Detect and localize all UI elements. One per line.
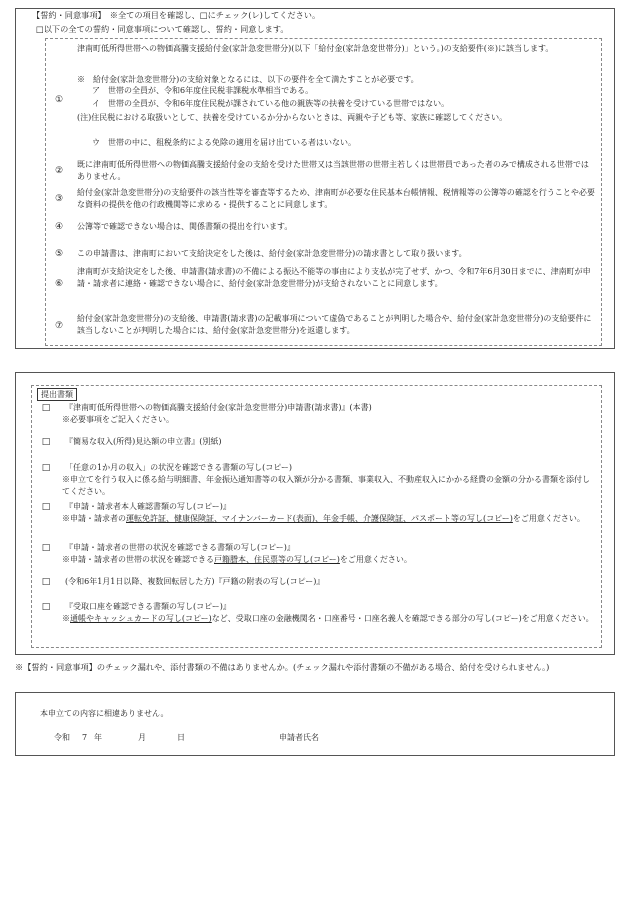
consent-item [46,266,601,304]
declaration-text: 本申立ての内容に相違ありません。 [40,709,169,718]
consent-item [46,313,601,339]
era-label: 令和 [54,733,70,742]
year-value: 7 [82,733,88,742]
consent-item [46,43,601,158]
note-underlined: 運転免許証、健康保険証、マイナンバーカード(表面)、年金手帳、介護保険証、パスポート等の写し(コピー) [126,514,513,523]
item-text: 津南町低所得世帯への物価高騰支援給付金(家計急変世帯分)(以下「給付金(家計急変世帯分)」という。)の支給要件(※)に該当します。 [77,44,554,53]
item-text: 津南町が支給決定をした後、申請書(請求書)の不備による振込不能等の事由により支払が完了せず、かつ、令和7年6月30日までに、津南町が申請・請求者に連絡・確認できない場合に、給付金(家計急変世帯分)が支給されないことに同意します。 [77,267,591,288]
item-sub: ウ 世帯の中に、租税条約による免除の適用を届け出ている者はいない。 [92,138,356,147]
applicant-name-label: 申請者氏名 [279,733,319,742]
declaration-section [15,692,615,756]
checkbox[interactable]: □ [41,437,51,447]
documents-section [15,372,615,655]
item-note: ※ 給付金(家計急変世帯分)の支給対象となるには、以下の要件を全て満たすことが必要です。 [77,75,419,84]
checkbox[interactable]: □ [41,463,51,473]
item-number: ⑦ [54,321,64,331]
item-sub: イ 世帯の全員が、令和6年度住民税が課されている他の親族等の扶養を受けている世帯ではない。 [92,99,450,108]
note-suffix: をご用意ください。 [512,514,585,523]
item-number: ① [54,95,64,105]
documents-box [31,385,602,648]
note-suffix: など、受取口座の金融機関名・口座番号・口座名義人を確認できる部分の写し(コピー)をご用意ください。 [211,614,594,623]
item-text: 公簿等で確認できない場合は、関係書類の提出を行います。 [77,222,293,231]
item-number: ③ [54,194,64,204]
consent-item [46,248,601,262]
checkbox[interactable]: □ [41,403,51,413]
document-note [62,554,595,566]
note-underlined: 通帳やキャッシュカードの写し(コピー) [70,614,212,623]
item-sub: ア 世帯の全員が、令和6年度住民税非課税水準相当である。 [92,86,314,95]
note-prefix: ※ [62,614,70,623]
item-text: この申請書は、津南町において支給決定をした後は、給付金(家計急変世帯分)の請求書として取り扱います。 [77,249,467,258]
consent-header: 【誓約・同意事項】 ※全ての項目を確認し、□にチェック(レ)してください。 [32,10,321,20]
item-number: ⑥ [54,279,64,289]
notice-text: ※【誓約・同意事項】のチェック漏れや、添付書類の不備はありませんか。(チェック漏れや添付書類の不備がある場合、給付を受けられません。) [15,662,550,672]
year-unit: 年 [94,733,102,742]
note-suffix: をご用意ください。 [339,555,412,564]
month-field[interactable]: 月 [138,733,146,742]
consent-section [15,8,615,349]
document-note [62,613,595,625]
item-number: ⑤ [54,249,64,259]
consent-item [46,159,601,184]
consent-check-all[interactable]: □以下の全ての誓約・同意事項について確認し、誓約・同意します。 [36,24,289,34]
note-prefix: ※申請・請求者の [62,514,126,523]
consent-item [46,187,601,212]
note-prefix: ※申請・請求者の世帯の状況を確認できる [62,555,214,564]
consent-items-box [45,38,602,346]
checkbox[interactable]: □ [41,502,51,512]
item-sub: (注)住民税における取扱いとして、扶養を受けているか分からないときは、両親や子ども等、家族に確認してください。 [77,113,508,122]
note-underlined: 戸籍謄本、住民票等の写し(コピー) [214,555,340,564]
item-text: 既に津南町低所得世帯への物価高騰支援給付金の支給を受けた世帯又は当該世帯の世帯主若しくは世帯員であった者のみで構成される世帯ではありません。 [77,160,589,181]
document-title: 『申請・請求者の世帯の状況を確認できる書類の写し(コピー)』 [65,543,295,552]
document-title: 「任意の1か月の収入」の状況を確認できる書類の写し(コピー) [65,463,293,472]
document-title: 『簡易な収入(所得)見込額の申立書』(別紙) [65,437,222,446]
item-text: 給付金(家計急変世帯分)の支給要件の該当性等を審査等するため、津南町が必要な住民基本台帳情報、税情報等の公簿等の確認を行うことや必要な資料の提供を他の行政機関等に求める・提供することに同意します。 [77,188,595,209]
document-note: ※必要事項をご記入ください。 [62,415,174,424]
document-note [62,513,595,525]
document-title: (令和6年1月1日以降、複数回転居した方)『戸籍の附表の写し(コピー)』 [65,577,325,586]
checkbox[interactable]: □ [41,602,51,612]
day-field[interactable]: 日 [177,733,185,742]
document-title: 『受取口座を確認できる書類の写し(コピー)』 [65,602,231,611]
checkbox[interactable]: □ [41,543,51,553]
documents-tag: 提出書類 [37,388,77,401]
checkbox[interactable]: □ [41,577,51,587]
document-note: ※申立てを行う収入に係る給与明細書、年金振込通知書等の収入額が分かる書類、事業収入、不動産収入にかかる経費の金額の分かる書類を添付してください。 [62,475,590,496]
item-text: 給付金(家計急変世帯分)の支給後、申請書(請求書)の記載事項について虚偽であることが判明した場合や、給付金(家計急変世帯分)の支給要件に該当しないことが判明した場合には、給付金(家計急変世帯分)を返還します。 [77,314,592,335]
item-number: ② [54,166,64,176]
consent-item [46,221,601,235]
document-title: 『津南町低所得世帯への物価高騰支援給付金(家計急変世帯分)申請書(請求書)』(本書) [65,403,372,412]
document-title: 『申請・請求者本人確認書類の写し(コピー)』 [65,502,231,511]
item-number: ④ [54,222,64,232]
